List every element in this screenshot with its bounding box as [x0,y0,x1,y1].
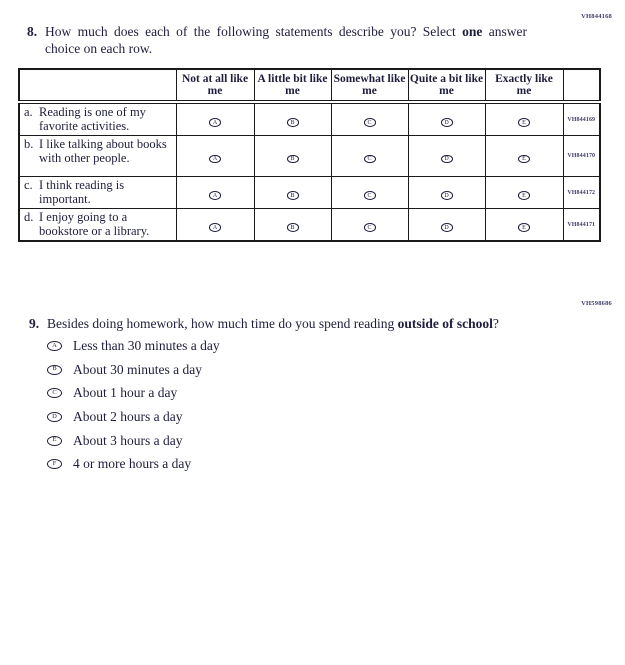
q8-row-d-prefix: d. [24,210,34,224]
q8-row-b-option-A-bubble[interactable]: A [209,155,221,164]
q8-row-a [19,102,600,136]
question-9-text [47,316,499,333]
q9-option-C-label: About 1 hour a day [73,385,178,401]
q8-row-d-option-C-bubble[interactable]: C [364,223,376,232]
question-8-text-pre: How much does each of the following statements describe you? Select [45,24,463,39]
q8-row-b-cell-C [331,136,408,177]
q9-option-F-label: 4 or more hours a day [73,456,192,472]
q9-option-C-bubble[interactable]: C [47,388,62,398]
q8-header-a-little-bit: A little bit like me [254,69,331,102]
q8-row-b-cell-E [485,136,563,177]
q8-row-c-option-C-bubble[interactable]: C [364,191,376,200]
q9-option-F-bubble[interactable]: F [47,459,62,469]
q8-row-c-cell-E [485,177,563,209]
q9-option-F [47,452,220,476]
q8-header-empty [19,69,176,102]
q8-row-c-code: VH844172 [563,177,600,209]
q8-row-b-statement [19,136,176,177]
q8-row-a-code: VH844169 [563,102,600,136]
q8-row-b-option-C-bubble[interactable]: C [364,155,376,164]
q8-header-quite-a-bit: Quite a bit like me [408,69,485,102]
q8-row-a-option-A-bubble[interactable]: A [209,118,221,127]
q9-option-A [47,334,220,358]
q8-row-d-option-A-bubble[interactable]: A [209,223,221,232]
q8-row-d-option-B-bubble[interactable]: B [287,223,299,232]
q8-row-c-option-D-bubble[interactable]: D [441,191,453,200]
q8-response-matrix [18,68,601,242]
question-9-accession-code: VH598686 [581,300,612,307]
q8-row-c-cell-D [408,177,485,209]
q9-options-list [47,334,220,476]
q8-row-c-option-E-bubble[interactable]: E [518,191,530,200]
question-8-number: 8. [27,24,38,39]
q8-row-b-cell-A [176,136,254,177]
q8-row-a-option-C-bubble[interactable]: C [364,118,376,127]
q8-row-c-option-B-bubble[interactable]: B [287,191,299,200]
q9-option-A-label: Less than 30 minutes a day [73,337,220,353]
q8-row-a-option-E-bubble[interactable]: E [518,118,530,127]
q8-row-a-cell-B [254,102,331,136]
q8-row-c-prefix: c. [24,178,33,192]
q8-header-somewhat: Somewhat like me [331,69,408,102]
q8-row-c [19,177,600,209]
q8-header-not-at-all: Not at all like me [176,69,254,102]
q8-row-c-cell-B [254,177,331,209]
question-8-text-post: answer choice on each row. [45,24,528,56]
question-8-text-bold: one [462,24,483,39]
q8-row-d-option-D-bubble[interactable]: D [441,223,453,232]
question-8-accession-code: VH844168 [581,13,612,20]
q8-row-d [19,209,600,242]
question-9-text-post: ? [492,316,499,331]
q8-row-b [19,136,600,177]
q8-row-d-code: VH844171 [563,209,600,242]
q8-row-a-option-D-bubble[interactable]: D [441,118,453,127]
q8-row-d-cell-A [176,209,254,242]
q9-option-A-bubble[interactable]: A [47,341,62,351]
question-8 [27,24,527,57]
q8-row-a-cell-D [408,102,485,136]
q9-option-D [47,405,220,429]
q8-row-b-text: I like talking about books with other people. [39,137,167,165]
q8-row-c-statement [19,177,176,209]
q8-row-d-text: I enjoy going to a bookstore or a library. [39,210,150,238]
q8-row-a-prefix: a. [24,105,33,119]
q8-row-a-option-B-bubble[interactable]: B [287,118,299,127]
q8-row-c-cell-C [331,177,408,209]
q9-option-D-label: About 2 hours a day [73,408,183,424]
q8-row-d-cell-B [254,209,331,242]
q8-row-b-option-E-bubble[interactable]: E [518,155,530,164]
q9-option-B-bubble[interactable]: B [47,365,62,375]
q8-row-d-statement [19,209,176,242]
question-9-text-pre: Besides doing homework, how much time do you spend reading [47,316,398,331]
q8-row-b-option-B-bubble[interactable]: B [287,155,299,164]
q8-row-b-code: VH844170 [563,136,600,177]
q8-header-code-column [563,69,600,102]
q8-row-d-cell-C [331,209,408,242]
q8-row-a-cell-C [331,102,408,136]
q8-row-b-cell-B [254,136,331,177]
q8-header-row [19,69,600,102]
q9-option-B-label: About 30 minutes a day [73,361,202,377]
q8-row-a-cell-E [485,102,563,136]
q8-row-c-option-A-bubble[interactable]: A [209,191,221,200]
q9-option-C [47,381,220,405]
question-9 [29,316,589,333]
q8-row-b-prefix: b. [24,137,34,151]
q8-header-exactly-like: Exactly like me [485,69,563,102]
q9-option-B [47,358,220,382]
q8-row-c-text: I think reading is important. [39,178,125,206]
q9-option-E-bubble[interactable]: E [47,436,62,446]
q8-row-d-cell-E [485,209,563,242]
q8-row-a-cell-A [176,102,254,136]
q9-option-D-bubble[interactable]: D [47,412,62,422]
question-8-text [45,24,527,57]
question-9-number: 9. [29,316,40,331]
q8-row-d-cell-D [408,209,485,242]
question-9-text-bold: outside of school [397,316,493,331]
q9-option-E [47,429,220,453]
q8-row-a-text: Reading is one of my favorite activities. [39,105,146,133]
q8-row-b-option-D-bubble[interactable]: D [441,155,453,164]
q9-option-E-label: About 3 hours a day [73,432,183,448]
q8-row-b-cell-D [408,136,485,177]
q8-row-a-statement [19,102,176,136]
q8-row-c-cell-A [176,177,254,209]
q8-row-d-option-E-bubble[interactable]: E [518,223,530,232]
